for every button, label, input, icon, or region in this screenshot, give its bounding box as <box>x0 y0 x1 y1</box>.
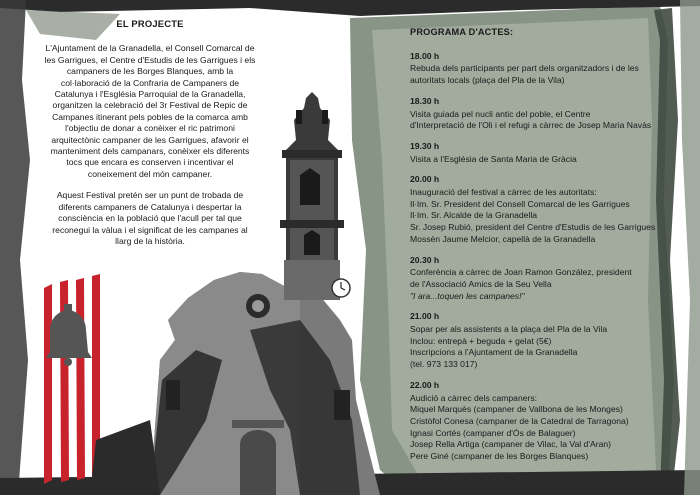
program-event <box>410 141 672 165</box>
project-line: tocs que encara es conserven i incentivar el <box>66 157 234 168</box>
project-paragraph-2 <box>30 190 270 247</box>
event-line: (tel. 973 133 017) <box>410 359 478 370</box>
event-time: 20.30 h <box>410 254 440 265</box>
program-event <box>410 311 672 371</box>
event-time: 18.30 h <box>410 95 440 106</box>
grunge-left-dark <box>0 0 30 495</box>
program-event <box>410 51 672 87</box>
event-quote: "I ara...toquen les campanes!" <box>410 290 525 301</box>
event-line: autoritats locals (plaça del Pla de la Vila) <box>410 75 565 86</box>
project-line: organitzen la celebració del 3r Festival de Repic de <box>52 100 248 111</box>
project-paragraph-1 <box>30 43 270 180</box>
program-event <box>410 96 672 132</box>
event-line: Rebuda dels participants per part dels organitzadors i de les <box>410 63 639 74</box>
project-heading: EL PROJECTE <box>116 18 184 29</box>
event-time: 21.00 h <box>410 311 440 322</box>
clock-icon <box>332 279 350 297</box>
project-line: manteniment dels campanars, conèixer els diferents <box>50 146 250 157</box>
project-line: llarg de la història. <box>115 235 185 246</box>
event-line: Josep Rella Artiga (campaner de Vilac, la Val d'Aran) <box>410 439 611 450</box>
event-line: Visita a l'Església de Santa Maria de Gràcia <box>410 153 577 164</box>
project-line: coneixement del món campaner. <box>87 168 213 179</box>
event-line: Inclou: entrepà + beguda + gelat (5€) <box>410 335 552 346</box>
event-time: 18.00 h <box>410 50 440 61</box>
event-line: Pere Giné (campaner de les Borges Blanques) <box>410 451 589 462</box>
event-line: Il·lm. Sr. Alcalde de la Granadella <box>410 210 538 221</box>
project-line: diferents campaners de Catalunya i despertar la <box>58 201 242 212</box>
event-time: 22.00 h <box>410 379 440 390</box>
grunge-right-strip <box>680 0 700 495</box>
event-line: Ignasi Cortés (campaner d'Ós de Balaguer) <box>410 427 576 438</box>
event-line: Sr. Josep Rubió, president del Centre d'Estudis de les Garrigues <box>410 222 656 233</box>
event-line: Visita guiada pel nucli antic del poble, el Centre <box>410 108 591 119</box>
program-event <box>410 380 672 463</box>
project-line: l'objectiu de donar a conèixer el ric patrimoni <box>65 123 235 134</box>
project-line: reconegui la vàlua i el significat de les campanes al <box>52 224 248 235</box>
project-line: Campanes itinerant pels pobles de la comarca amb <box>52 111 248 122</box>
program-section <box>410 27 672 472</box>
event-line: Cristòfol Conesa (campaner de la Catedral de Tarragona) <box>410 415 629 426</box>
event-line: Inscripcions a l'Ajuntament de la Granadella <box>410 347 578 358</box>
project-line: campaners de les Borges Blanques, amb la <box>66 66 234 77</box>
project-line: Catalunya i l'Església Parroquial de la Granadella, <box>54 89 246 100</box>
program-heading: PROGRAMA D'ACTES: <box>410 27 514 37</box>
event-line: de l'Associació Amics de la Seu Vella <box>410 278 552 289</box>
event-line: Mossèn Jaume Melcior, capellà de la Granadella <box>410 233 596 244</box>
event-line: Miquel Marquès (campaner de Vallbona de les Monges) <box>410 404 623 415</box>
event-line: Inauguració del festival a càrrec de les autoritats: <box>410 187 597 198</box>
project-line: consciència en la població que l'acull per tal que <box>58 213 242 224</box>
event-line: Conferència a càrrec de Joan Ramon González, president <box>410 267 632 278</box>
project-line: arquitectònic campaner de les Garrigues, afavorir el <box>51 134 249 145</box>
event-time: 19.30 h <box>410 140 440 151</box>
event-line: Sopar per als assistents a la plaça del Pla de la Vila <box>410 324 608 335</box>
program-event <box>410 255 672 303</box>
project-line: les Garrigues, el Centre d'Estudis de les Garrigues i els <box>44 54 256 65</box>
event-line: d'Interpretació de l'Oli i el refugi a càrrec de Josep Maria Navàs <box>410 120 652 131</box>
event-line: Audició a càrrec dels campaners: <box>410 392 538 403</box>
program-event <box>410 174 672 245</box>
event-line: Il·lm. Sr. President del Consell Comarcal de les Garrigues <box>410 198 630 209</box>
event-time: 20.00 h <box>410 174 440 185</box>
project-line: L'Ajuntament de la Granadella, el Consell Comarcal de <box>45 43 255 54</box>
project-line: col·laboració de la Confraria de Campaners de <box>60 77 240 88</box>
project-line: Aquest Festival pretén ser un punt de trobada de <box>56 190 244 201</box>
project-section <box>30 18 270 247</box>
bell-icon <box>46 304 92 366</box>
